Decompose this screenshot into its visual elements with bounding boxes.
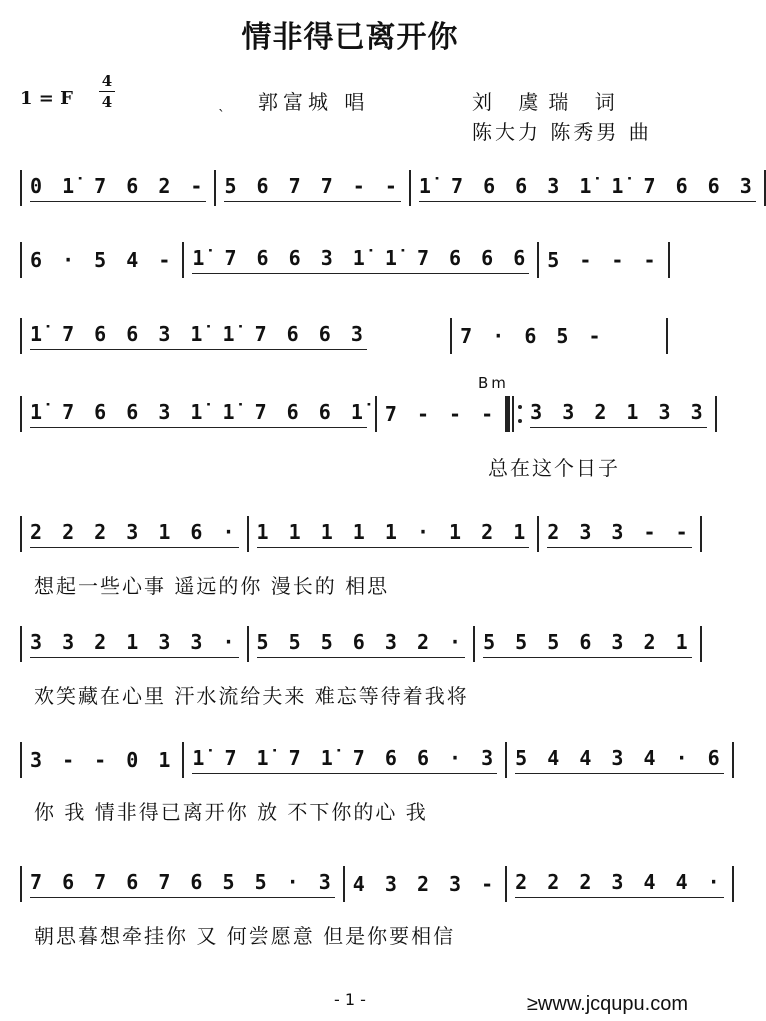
- measure: [507, 870, 732, 898]
- barline: [715, 396, 717, 432]
- time-signature-bar: [99, 91, 115, 92]
- notes: 5 6 7 7 - -: [224, 174, 400, 202]
- measure: [507, 746, 732, 774]
- score-line-3: [20, 318, 668, 354]
- measure: [539, 248, 667, 272]
- chord-label: Bm: [478, 374, 509, 392]
- key-signature: 1 = F: [20, 88, 73, 109]
- notes: 1̇ 7 6 6 3 1̇ 1̇ 7 6 6 3: [419, 174, 756, 202]
- lyric-line-5: 想起一些心事 遥远的你 漫长的 相思: [34, 574, 390, 598]
- score-line-8: [20, 866, 724, 902]
- notes: 7 6 7 6 7 6 5 5 · 3: [30, 870, 335, 898]
- notes: 1 1 1 1 1 · 1 2 1: [257, 520, 530, 548]
- song-title: 情非得已离开你: [241, 20, 459, 55]
- measure: [452, 324, 666, 348]
- repeat-thick-bar: [505, 396, 510, 432]
- score-line-7: [20, 742, 724, 778]
- notes: 7 · 6 5 -: [460, 324, 605, 348]
- notes: 1̇ 7 6 6 3 1̇ 1̇ 7 6 6 1̇: [30, 400, 367, 428]
- measure: [22, 520, 247, 548]
- time-signature-top: 4: [101, 72, 113, 90]
- measure: [249, 630, 474, 658]
- notes: 5 4 4 3 4 · 6: [515, 746, 724, 774]
- notes: 1̇ 7 6 6 3 1̇ 1̇ 7 6 6 3: [30, 322, 367, 350]
- lyric-line-4: 总在这个日子: [488, 456, 620, 480]
- barline: [668, 242, 670, 278]
- notes: 3 3 2 1 3 3 ·: [30, 630, 239, 658]
- measure: [475, 630, 700, 658]
- notes: 7 - - -: [384, 402, 498, 426]
- notes: 5 - - -: [547, 248, 660, 272]
- score-line-6: [20, 626, 692, 662]
- notes: 1̇ 7 1̇ 7 1̇ 7 6 6 · 3: [192, 746, 497, 774]
- score-line-1: [20, 170, 756, 206]
- measure: [22, 400, 375, 428]
- notes: 0 1̇ 7 6 2 -: [30, 174, 206, 202]
- notes: 6 · 5 4 -: [30, 248, 175, 272]
- barline: [666, 318, 668, 354]
- measure: [411, 174, 764, 202]
- notes: 2 3 3 - -: [547, 520, 691, 548]
- barline: [764, 170, 766, 206]
- time-signature: [97, 72, 117, 111]
- notes: 3 3 2 1 3 3: [530, 400, 706, 428]
- score-line-5: [20, 516, 692, 552]
- measure: [22, 174, 214, 202]
- website-watermark: ≥www.jcqupu.com: [526, 993, 688, 1015]
- composer-credit: 陈大力 陈秀男 曲: [472, 120, 652, 144]
- measure: [22, 322, 450, 350]
- breath-mark: ˎ: [218, 96, 225, 112]
- lyricist-credit: 刘 虞瑞 词: [472, 90, 625, 114]
- notes: 3 - - 0 1: [30, 748, 175, 772]
- lyric-line-7: 你 我 情非得已离开你 放 不下你的心 我: [34, 800, 428, 824]
- measure: [22, 630, 247, 658]
- page-number: - 1 -: [334, 990, 366, 1009]
- barline: [732, 866, 734, 902]
- measure: [377, 402, 505, 426]
- notes: 1̇ 7 6 6 3 1̇ 1̇ 7 6 6 6: [192, 246, 529, 274]
- score-line-4: [20, 396, 707, 432]
- time-signature-bottom: 4: [101, 93, 113, 111]
- measure: [22, 248, 182, 272]
- notes: 2 2 2 3 1 6 ·: [30, 520, 239, 548]
- measure: [216, 174, 408, 202]
- notes: 4 3 2 3 -: [352, 872, 498, 896]
- measure: [249, 520, 538, 548]
- barline: [700, 626, 702, 662]
- measure: [184, 746, 505, 774]
- barline: [700, 516, 702, 552]
- score-line-2: [20, 242, 668, 278]
- notes: 2 2 2 3 4 4 ·: [515, 870, 724, 898]
- notes: 5 5 5 6 3 2 ·: [257, 630, 466, 658]
- measure: [184, 246, 537, 274]
- measure: [22, 748, 182, 772]
- barline: [732, 742, 734, 778]
- repeat-start-sign: [505, 396, 522, 432]
- singer-credit: 郭富城 唱: [258, 90, 370, 114]
- repeat-thin-bar: [512, 396, 514, 432]
- measure: [345, 872, 505, 896]
- measure: [522, 400, 714, 428]
- measure: [539, 520, 699, 548]
- lyric-line-6: 欢笑藏在心里 汗水流给夫来 难忘等待着我将: [34, 684, 469, 708]
- measure: [22, 870, 343, 898]
- lyric-line-8: 朝思暮想牵挂你 又 何尝愿意 但是你要相信: [34, 924, 456, 948]
- notes: 5 5 5 6 3 2 1: [483, 630, 692, 658]
